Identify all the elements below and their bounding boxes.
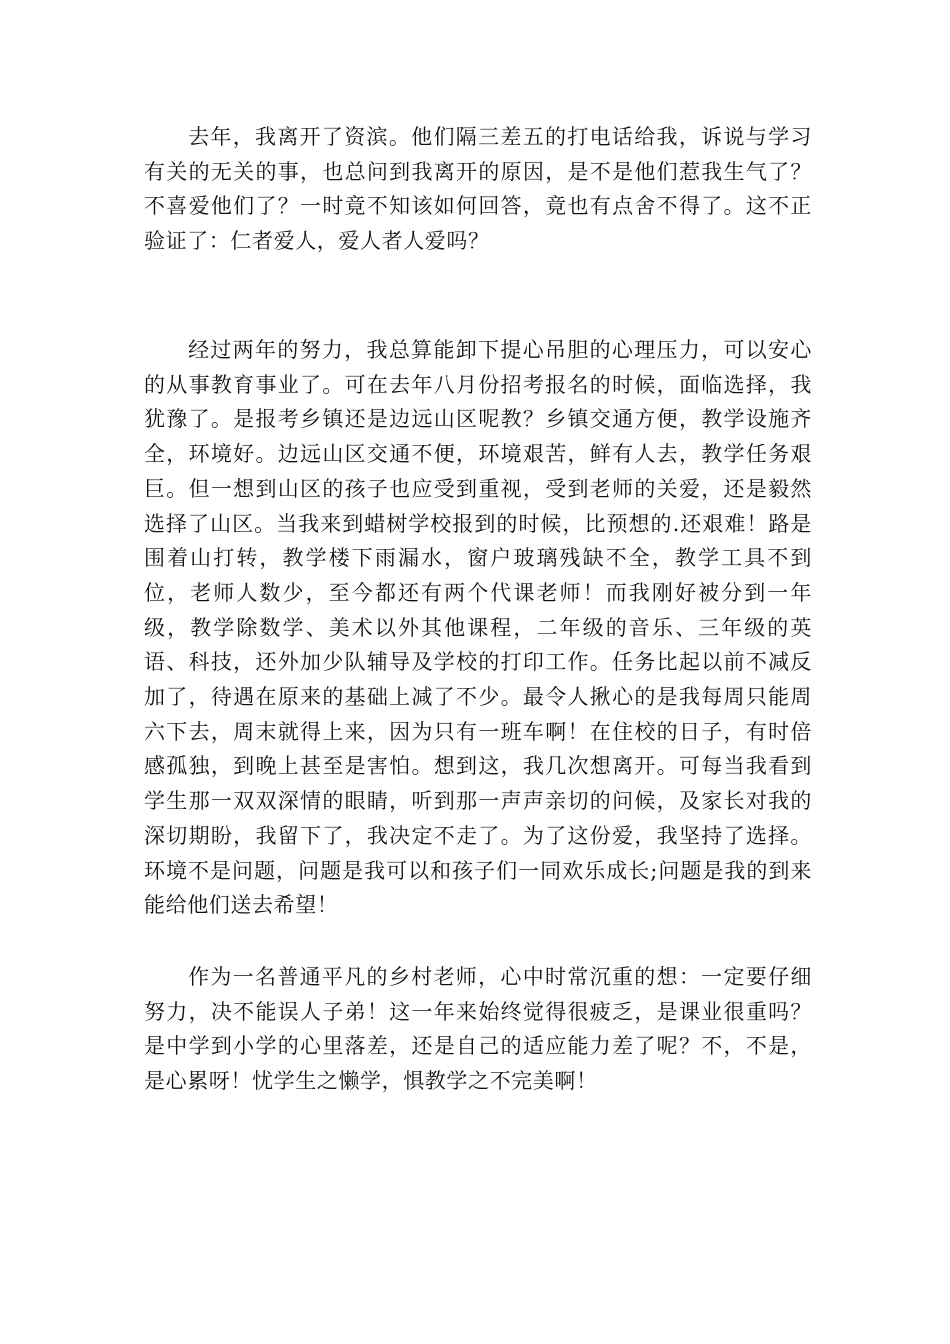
paragraph-rural-teacher-reflection: 作为一名普通平凡的乡村老师，心中时常沉重的想：一定要仔细努力，决不能误人子弟！这一年来始终觉得很疲乏，是课业很重吗？是中学到小学的心里落差，还是自己的适应能力差了呢？不，不是，是心累呀！忧学生之懒学，惧教学之不完美啊！ — [144, 965, 812, 1094]
paragraph-choosing-mountain-school: 经过两年的努力，我总算能卸下提心吊胆的心理压力，可以安心的从事教育事业了。可在去年八月份招考报名的时候，面临选择，我犹豫了。是报考乡镇还是边远山区呢教？乡镇交通方便，教学设施齐全，环境好。边远山区交通不便，环境艰苦，鲜有人去，教学任务艰巨。但一想到山区的孩子也应受到重视，受到老师的关爱，还是毅然选择了山区。当我来到蜡树学校报到的时候，比预想的.还艰难！路是围着山打转，教学楼下雨漏水，窗户玻璃残缺不全，教学工具不到位，老师人数少，至今都还有两个代课老师！而我刚好被分到一年级，教学除数学、美术以外其他课程，二年级的音乐、三年级的英语、科技，还外加少队辅导及学校的打印工作。任务比起以前不减反加了，待遇在原来的基础上减了不少。最令人揪心的是我每周只能周六下去，周末就得上来，因为只有一班车啊！在住校的日子，有时倍感孤独，到晚上甚至是害怕。想到这，我几次想离开。可每当我看到学生那一双双深情的眼睛，听到那一声声亲切的问候，及家长对我的深切期盼，我留下了，我决定不走了。为了这份爱，我坚持了选择。环境不是问题，问题是我可以和孩子们一同欢乐成长;问题是我的到来能给他们送去希望！ — [144, 338, 812, 918]
paragraph-leaving-zibin: 去年，我离开了资滨。他们隔三差五的打电话给我，诉说与学习有关的无关的事，也总问到我离开的原因，是不是他们惹我生气了？不喜爱他们了？一时竟不知该如何回答，竟也有点舍不得了。这不正验证了：仁者爱人，爱人者人爱吗？ — [144, 125, 812, 254]
